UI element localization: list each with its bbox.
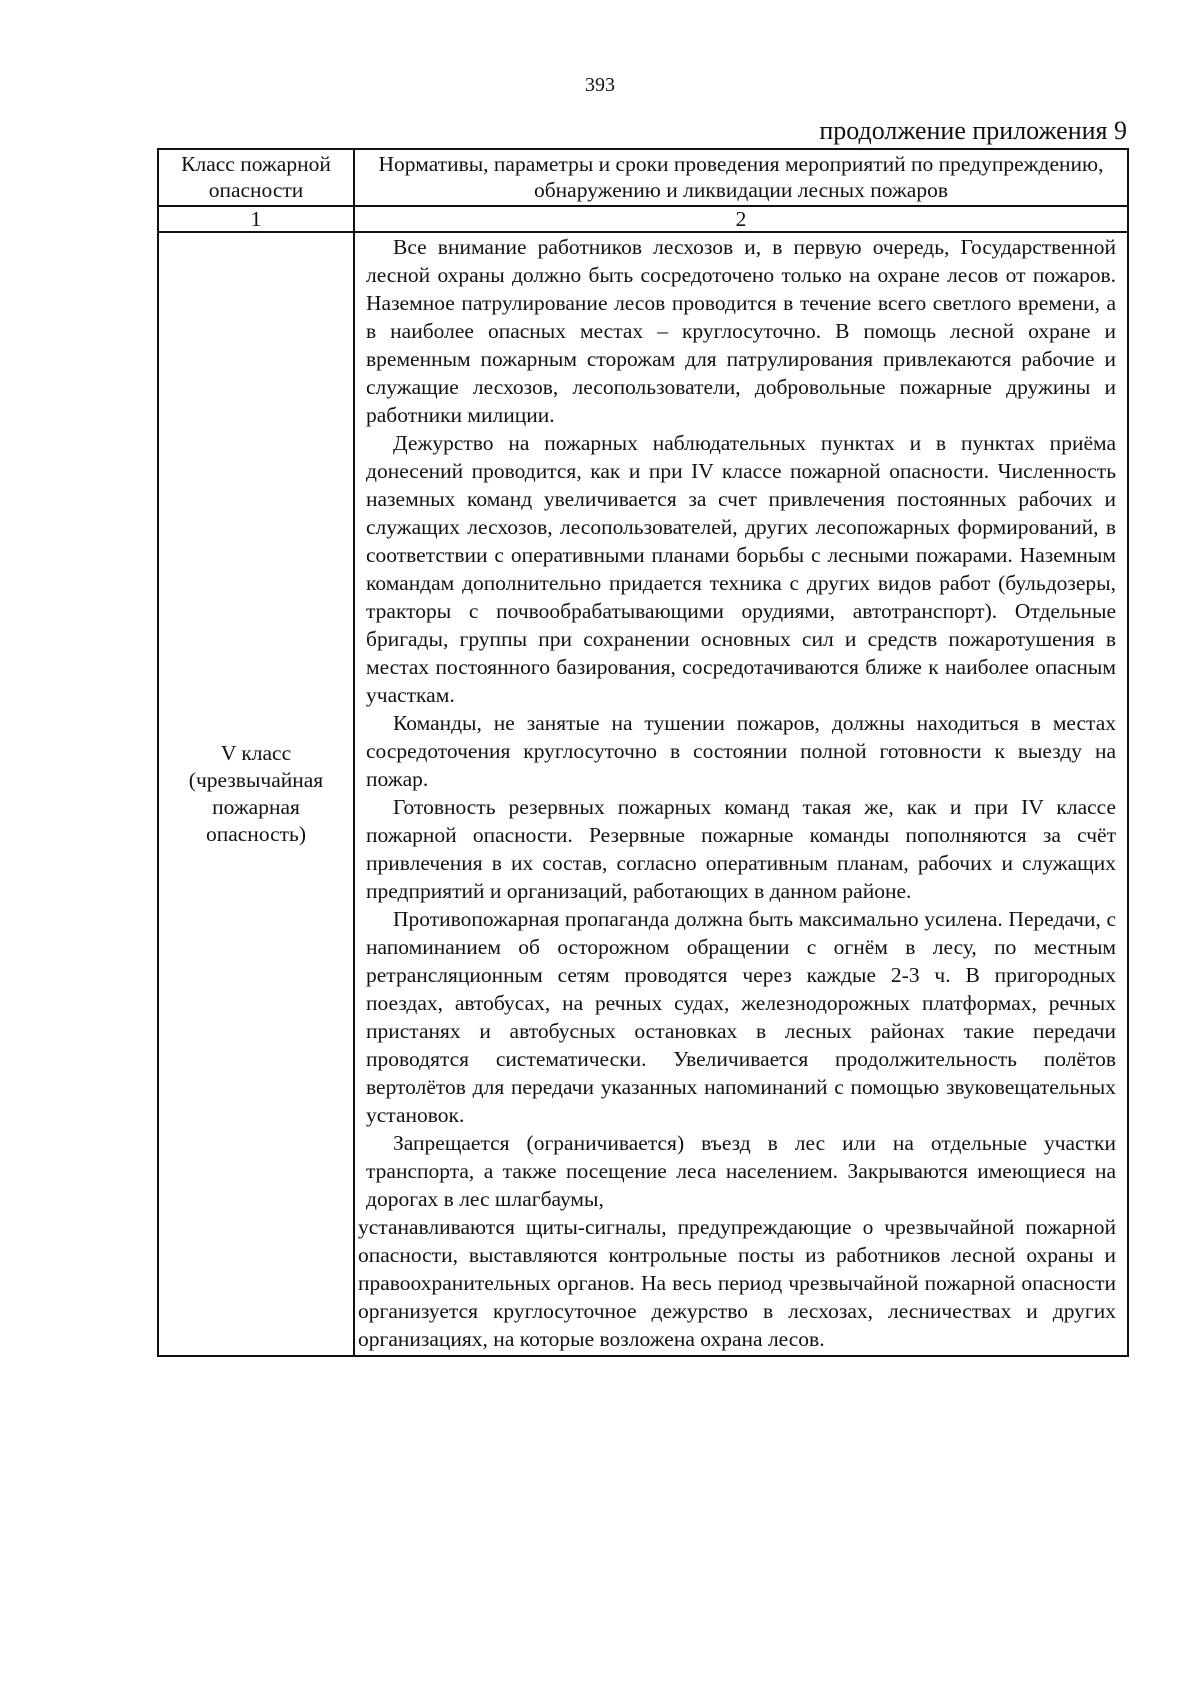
measures-paragraph: Все внимание работников лесхозов и, в первую очередь, Государственной лесной охраны должно быть сосредоточено только на охране лесов от пожаров. Наземное патрулирование лесов проводится в течение всего светлого времени, а в наиболее опасных местах – круглосуточно. В помощь лесной охране и временным пожарным сторожам для патрулирования привлекаются рабочие и служащие лесхозов, лесопользователи, добровольные пожарные дружины и работники милиции. [366, 235, 1116, 427]
class-cell [158, 232, 354, 1356]
measures-paragraph: Запрещается (ограничивается) въезд в лес или на отдельные участки транспорта, а также посещение леса населением. Закрываются имеющиеся на дорогах в лес шлагбаумы, [366, 1131, 1116, 1211]
column-number-row [158, 206, 1128, 232]
header-class: Класс пожарной опасности [158, 149, 354, 206]
column-number-1: 1 [158, 206, 354, 232]
measures-paragraph: Команды, не занятые на тушении пожаров, должны находиться в местах сосредоточения круглосуточно в состоянии полной готовности к выезду на пожар. [366, 711, 1116, 791]
column-number-2: 2 [354, 206, 1128, 232]
measures-cell [354, 232, 1128, 1356]
header-measures: Нормативы, параметры и сроки проведения мероприятий по предупреждению, обнаружению и ликвидации лесных пожаров [354, 149, 1128, 206]
fire-danger-table [157, 148, 1129, 1357]
class-label-line: (чрезвычайная [188, 768, 324, 792]
measures-paragraph: устанавливаются щиты-сигналы, предупреждающие о чрезвычайной пожарной опасности, выставляются контрольные посты из работников лесной охраны и правоохранительных органов. На весь период чрезвычайной пожарной опасности организуется круглосуточное дежурство в лесхозах, лесничествах и других организациях, на которые возложена охрана лесов. [358, 1215, 1116, 1351]
table-header-row [158, 149, 1128, 206]
measures-paragraph: Готовность резервных пожарных команд такая же, как и при IV классе пожарной опасности. Резервные пожарные команды пополняются за счёт привлечения в их состав, согласно оперативным планам, рабочих и служащих предприятий и организаций, работающих в данном районе. [366, 795, 1116, 903]
class-label-line: V класс [220, 741, 292, 765]
page-number: 393 [585, 74, 615, 96]
measures-paragraph: Дежурство на пожарных наблюдательных пунктах и в пунктах приёма донесений проводится, как и при IV классе пожарной опасности. Численность наземных команд увеличивается за счет привлечения постоянных рабочих и служащих лесхозов, лесопользователей, других лесопожарных формирований, в соответствии с оперативными планами борьбы с лесными пожарами. Наземным командам дополнительно придается техника с других видов работ (бульдозеры, тракторы с почвообрабатывающими орудиями, автотранспорт). Отдельные бригады, группы при сохранении основных сил и средств пожаротушения в местах постоянного базирования, сосредотачиваются ближе к наиболее опасным участкам. [366, 431, 1116, 707]
class-label-line: опасность) [205, 822, 307, 846]
table-row [158, 232, 1128, 1356]
appendix-continuation-label: продолжение приложения 9 [819, 116, 1127, 145]
class-label-line: пожарная [212, 795, 300, 819]
measures-paragraph: Противопожарная пропаганда должна быть максимально усилена. Передачи, с напоминанием об осторожном обращении с огнём в лесу, по местным ретрансляционным сетям проводятся через каждые 2-3 ч. В пригородных поездах, автобусах, на речных судах, железнодорожных платформах, речных пристанях и автобусных остановках в лесных районах такие передачи проводятся систематически. Увеличивается продолжительность полётов вертолётов для передачи указанных напоминаний с помощью звуковещательных установок. [366, 907, 1116, 1127]
